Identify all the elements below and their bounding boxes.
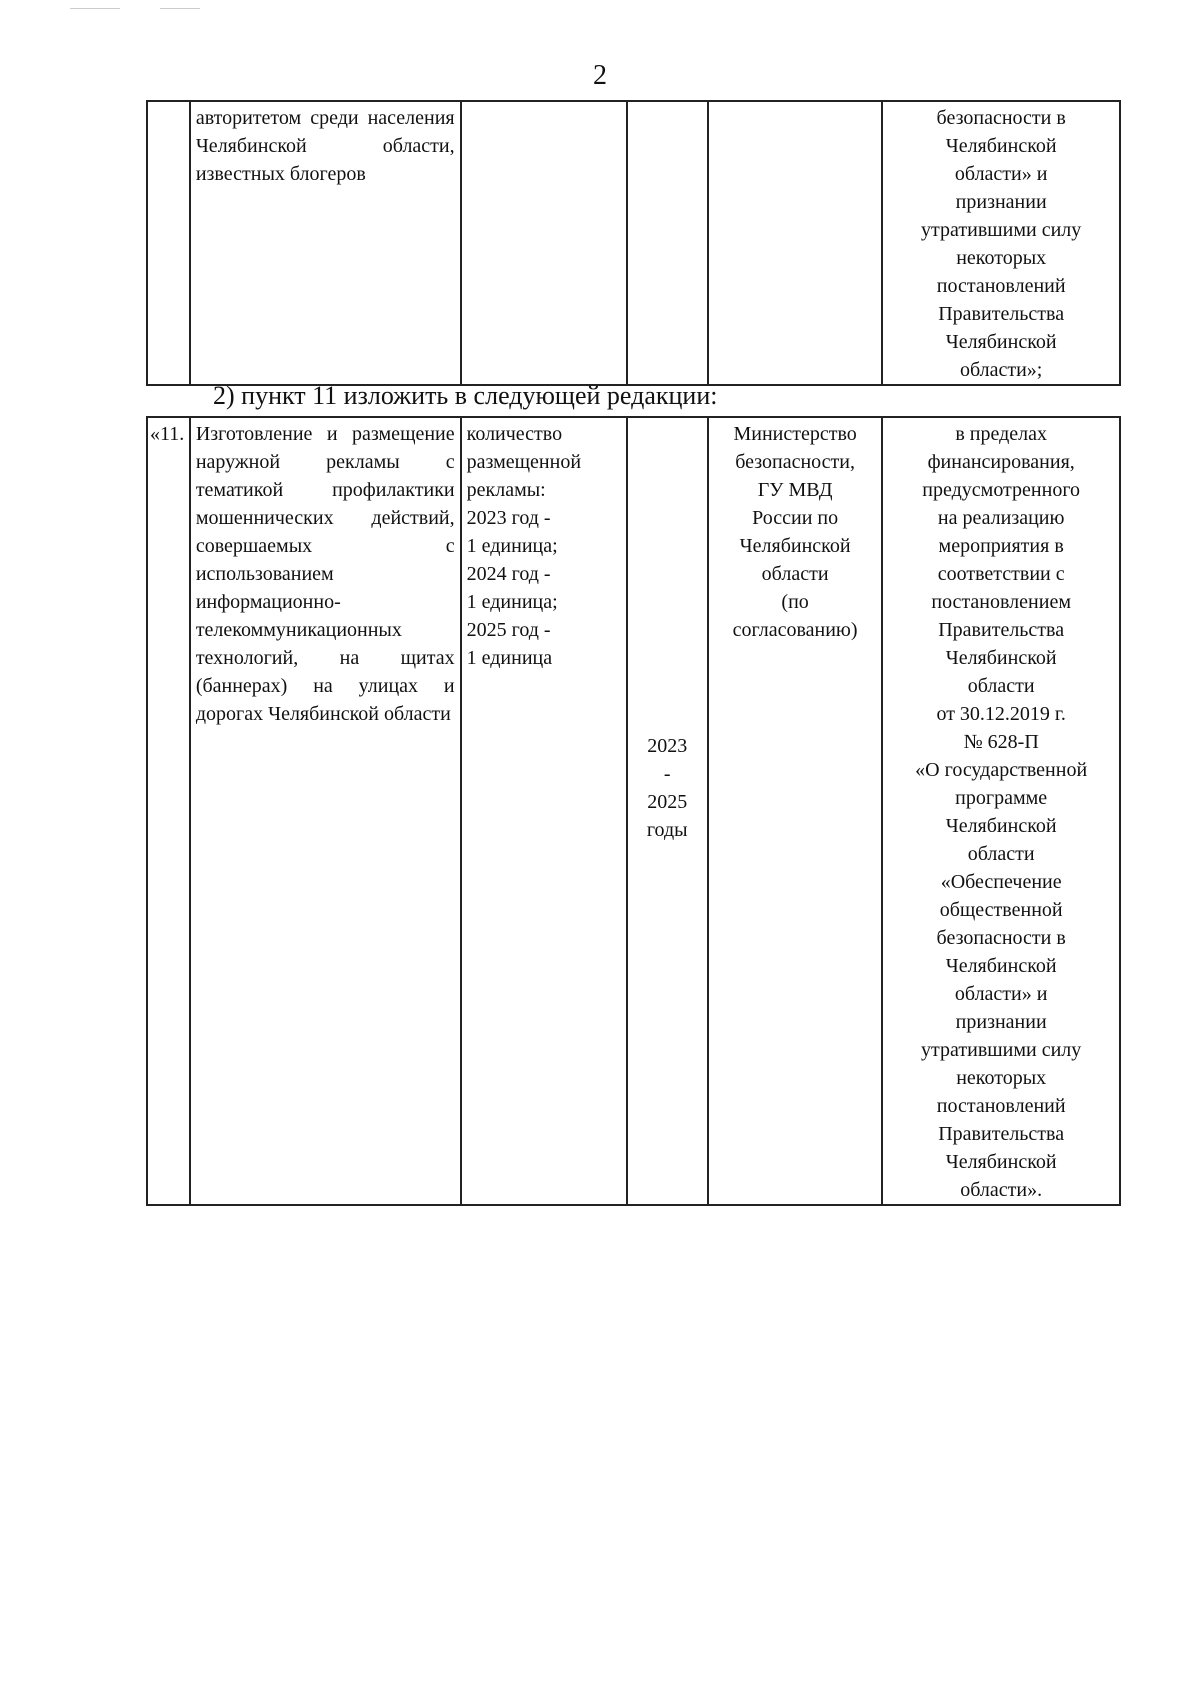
financing-line: признании <box>955 191 1047 213</box>
financing-line: безопасности в <box>936 927 1066 949</box>
indicator-line: рекламы: <box>466 479 546 501</box>
cell-description: Изготовление и размещение наружной рекламы с тематикой профилактики мошеннических действий, совершаемых с использованием информационно-телекоммуникационных технологий, на щитах (баннерах) на улицах и дорогах Челябинской области <box>190 417 461 1205</box>
financing-line: общественной <box>939 899 1063 921</box>
executor-line: Министерство <box>733 423 857 445</box>
years-line: 2025 <box>647 791 688 813</box>
financing-line: постановлений <box>936 1095 1066 1117</box>
financing-line: Челябинской <box>945 955 1057 977</box>
financing-line: № 628-П <box>963 731 1039 753</box>
financing-line: программе <box>955 787 1048 809</box>
financing-line: от 30.12.2019 г. <box>936 703 1066 725</box>
financing-line: Челябинской <box>945 331 1057 353</box>
executor-line: Челябинской <box>739 535 851 557</box>
financing-line: области» и <box>954 163 1048 185</box>
financing-line: соответствии с <box>937 563 1065 585</box>
indicator-line: 1 единица; <box>466 591 558 613</box>
financing-line: области <box>967 675 1035 697</box>
executor-line: России по <box>752 507 839 529</box>
financing-line: Правительства <box>938 619 1065 641</box>
cell-years <box>627 101 708 385</box>
executor-line: области <box>761 563 829 585</box>
financing-line: мероприятия в <box>938 535 1064 557</box>
financing-line: утратившими силу <box>921 1039 1082 1061</box>
indicator-line: количество <box>466 423 563 445</box>
cell-executor <box>708 417 882 1205</box>
cell-years <box>627 417 708 1205</box>
financing-line: безопасности в <box>936 107 1066 129</box>
years-line: годы <box>646 819 688 841</box>
table-continuation <box>146 100 1121 386</box>
executor-line: безопасности, <box>735 451 855 473</box>
financing-line: некоторых <box>956 247 1047 269</box>
financing-line: на реализацию <box>937 507 1065 529</box>
financing-line: области <box>967 843 1035 865</box>
indicator-line: 2023 год - <box>466 507 551 529</box>
cell-financing <box>882 417 1120 1205</box>
indicator-line: 1 единица; <box>466 535 558 557</box>
financing-line: Челябинской <box>945 1151 1057 1173</box>
cell-number <box>147 101 190 385</box>
financing-line: признании <box>955 1011 1047 1033</box>
financing-line: постановлений <box>936 275 1066 297</box>
table-item-11 <box>146 416 1121 1206</box>
financing-line: постановлением <box>931 591 1071 613</box>
indicator-line: 1 единица <box>466 647 553 669</box>
financing-line: утратившими силу <box>921 219 1082 241</box>
financing-line: области» и <box>954 983 1048 1005</box>
table-row <box>147 417 1120 1205</box>
financing-line: «Обеспечение <box>940 871 1062 893</box>
cell-description: авторитетом среди населения Челябинской области, известных блогеров <box>190 101 461 385</box>
financing-line: области»; <box>959 359 1043 381</box>
financing-line: Челябинской <box>945 135 1057 157</box>
cell-indicator <box>461 417 627 1205</box>
financing-line: Правительства <box>938 1123 1065 1145</box>
page-number: 2 <box>593 60 607 91</box>
financing-line: предусмотренного <box>922 479 1081 501</box>
table-row <box>147 101 1120 385</box>
financing-line: области». <box>960 1179 1043 1201</box>
years-line: 2023 <box>647 735 688 757</box>
amendment-line: 2) пункт 11 изложить в следующей редакции: <box>213 381 718 410</box>
financing-line: финансирования, <box>927 451 1075 473</box>
financing-line: некоторых <box>956 1067 1047 1089</box>
executor-line: согласованию) <box>732 619 858 641</box>
financing-line: Челябинской <box>945 815 1057 837</box>
indicator-line: 2025 год - <box>466 619 551 641</box>
years-line: - <box>663 763 671 785</box>
scan-artifact-mark <box>70 8 120 9</box>
financing-line: Правительства <box>938 303 1065 325</box>
cell-executor <box>708 101 882 385</box>
cell-number: «11. <box>147 417 190 1205</box>
indicator-line: 2024 год - <box>466 563 551 585</box>
financing-line: Челябинской <box>945 647 1057 669</box>
executor-line: ГУ МВД <box>757 479 833 501</box>
years-block <box>633 420 702 844</box>
executor-line: (по <box>781 591 809 613</box>
cell-financing <box>882 101 1120 385</box>
scan-artifact-mark <box>160 8 200 9</box>
financing-line: в пределах <box>955 423 1047 445</box>
cell-indicator <box>461 101 627 385</box>
indicator-line: размещенной <box>466 451 582 473</box>
financing-line: «О государственной <box>915 759 1088 781</box>
